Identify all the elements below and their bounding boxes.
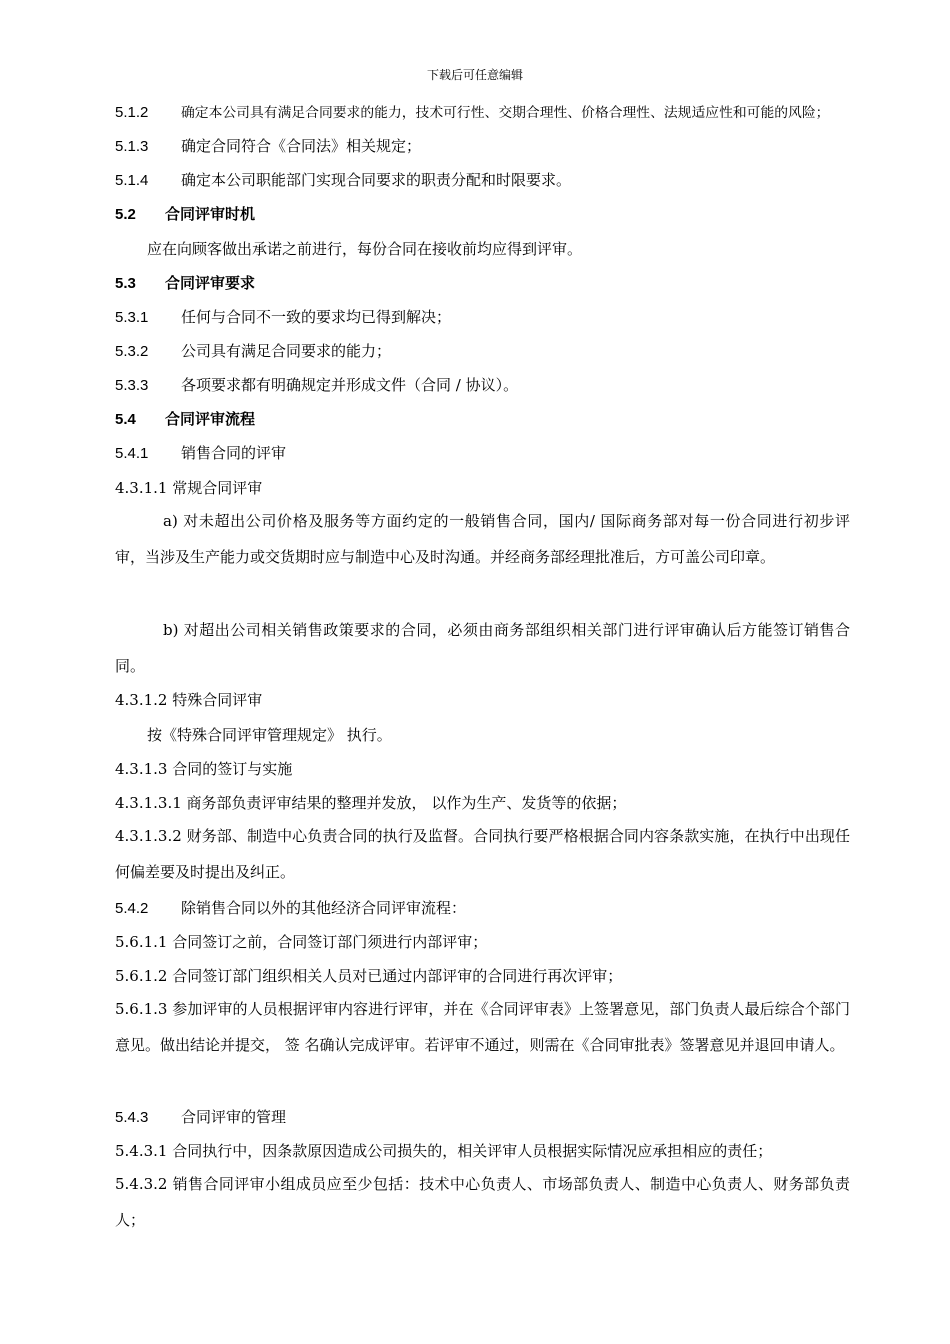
- clause-text: 任何与合同不一致的要求均已得到解决；: [181, 308, 452, 326]
- section-5-3-heading: [115, 273, 255, 294]
- clause-5-1-2: [115, 102, 829, 123]
- clause-number: 5.1.2: [115, 104, 149, 121]
- clause-number: 5.3.2: [115, 343, 149, 360]
- clause-number: 5.1.3: [115, 138, 149, 155]
- clause-5-3-1: [115, 307, 451, 328]
- section-title: 合同评审时机: [165, 205, 256, 223]
- clause-text: 确定本公司职能部门实现合同要求的职责分配和时限要求。: [181, 171, 572, 189]
- section-title: 合同评审要求: [165, 274, 256, 292]
- clause-5-1-3: [115, 136, 421, 157]
- clause-5-6-1-1: 5.6.1.1 合同签订之前，合同签订部门须进行内部评审；: [115, 933, 488, 951]
- paragraph-b: b) 对超出公司相关销售政策要求的合同，必须由商务部组织相关部门进行评审确认后方能签订销售合同。: [115, 621, 850, 675]
- clause-5-6-1-2: 5.6.1.2 合同签订部门组织相关人员对已通过内部评审的合同进行再次评审；: [115, 967, 623, 985]
- paragraph-a: a) 对未超出公司价格及服务等方面约定的一般销售合同，国内/ 国际商务部对每一份合同进行初步评审，当涉及生产能力或交货期时应与制造中心及时沟通。并经商务部经理批准后，方可盖公司印章。: [115, 512, 850, 566]
- page-header: 下载后可任意编辑: [426, 68, 523, 82]
- section-number: 5.4: [115, 411, 136, 428]
- clause-number: 5.4.1: [115, 445, 149, 462]
- clause-4-3-1-3: 4.3.1.3 合同的签订与实施: [115, 760, 293, 778]
- clause-5-3-2: [115, 341, 391, 362]
- clause-5-4-3-2: 5.4.3.2 销售合同评审小组成员应至少包括：技术中心负责人、市场部负责人、制造中心负责人、财务部负责人；: [115, 1175, 850, 1229]
- section-5-2-body: 应在向顾客做出承诺之前进行，每份合同在接收前均应得到评审。: [147, 240, 583, 258]
- clause-text: 确定合同符合《合同法》相关规定；: [181, 137, 422, 155]
- clause-text: 除销售合同以外的其他经济合同评审流程：: [181, 899, 467, 917]
- clause-5-1-4: [115, 170, 571, 191]
- section-5-2-heading: [115, 204, 255, 225]
- clause-4-3-1-3-1: 4.3.1.3.1 商务部负责评审结果的整理并发放， 以作为生产、发货等的依据；: [115, 794, 627, 812]
- clause-5-3-3: [115, 375, 518, 396]
- clause-4-3-1-3-2: 4.3.1.3.2 财务部、制造中心负责合同的执行及监督。合同执行要严格根据合同内容条款实施，在执行中出现任何偏差要及时提出及纠正。: [115, 827, 850, 881]
- clause-text: 公司具有满足合同要求的能力；: [181, 342, 392, 360]
- section-title: 合同评审流程: [165, 410, 256, 428]
- clause-5-6-1-3: 5.6.1.3 参加评审的人员根据评审内容进行评审，并在《合同评审表》上签署意见，部门负责人最后综合个部门意见。做出结论并提交， 签 名确认完成评审。若评审不通过，则需在《合同审批表》签署意见并退回申请人。: [115, 1000, 850, 1054]
- section-number: 5.3: [115, 275, 136, 292]
- clause-4-3-1-2: 4.3.1.2 特殊合同评审: [115, 691, 263, 709]
- clause-text: 各项要求都有明确规定并形成文件（合同 / 协议）。: [181, 376, 519, 394]
- clause-number: 5.3.3: [115, 377, 149, 394]
- section-number: 5.2: [115, 206, 136, 223]
- clause-text: 确定本公司具有满足合同要求的能力，技术可行性、交期合理性、价格合理性、法规适应性和可能的风险；: [181, 105, 830, 121]
- clause-5-4-2: [115, 898, 466, 919]
- section-5-4-heading: [115, 409, 255, 430]
- clause-text: 销售合同的评审: [181, 444, 287, 462]
- clause-5-4-3-1: 5.4.3.1 合同执行中，因条款原因造成公司损失的，相关评审人员根据实际情况应承担相应的责任；: [115, 1142, 773, 1160]
- clause-number: 5.1.4: [115, 172, 149, 189]
- clause-4-3-1-2-body: 按《特殊合同评审管理规定》 执行。: [147, 726, 392, 744]
- clause-number: 5.4.3: [115, 1109, 149, 1126]
- clause-number: 5.3.1: [115, 309, 149, 326]
- clause-number: 5.4.2: [115, 900, 149, 917]
- clause-4-3-1-1: 4.3.1.1 常规合同评审: [115, 479, 263, 497]
- clause-5-4-1: [115, 443, 286, 464]
- clause-5-4-3: [115, 1107, 286, 1128]
- clause-text: 合同评审的管理: [181, 1108, 287, 1126]
